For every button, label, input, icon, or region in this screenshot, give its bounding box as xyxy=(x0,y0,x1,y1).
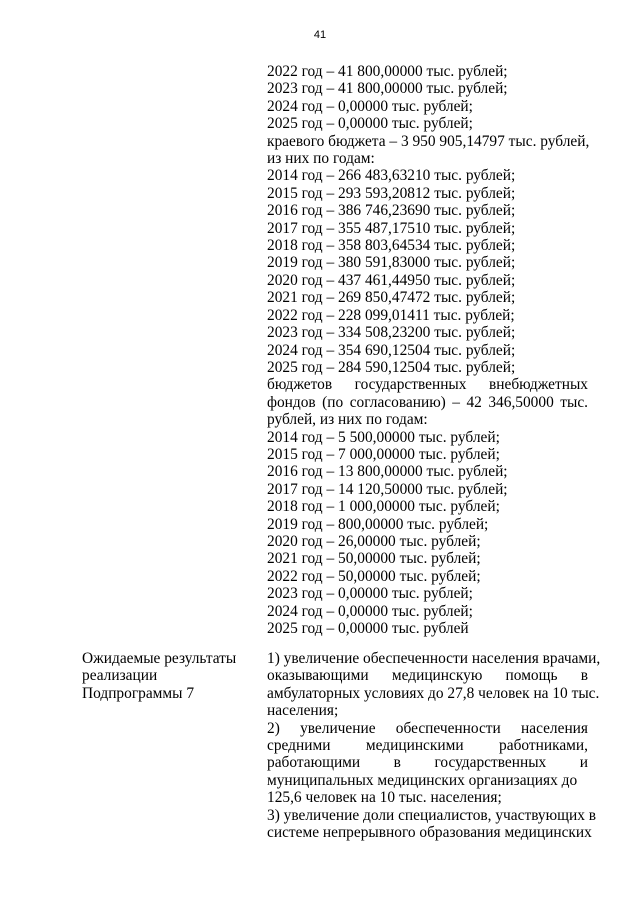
result-2-line-3: работающими в государственных и xyxy=(267,754,588,772)
regional-year-2019: 2019 год – 380 591,83000 тыс. рублей; xyxy=(267,254,516,272)
offbudget-year-2016: 2016 год – 13 800,00000 тыс. рублей; xyxy=(267,463,508,481)
offbudget-year-2024: 2024 год – 0,00000 тыс. рублей; xyxy=(267,602,473,620)
offbudget-year-2019: 2019 год – 800,00000 тыс. рублей; xyxy=(267,515,489,533)
regional-year-2016: 2016 год – 386 746,23690 тыс. рублей; xyxy=(267,202,516,220)
result-3-line-2: системе непрерывного образования медицинских xyxy=(267,824,592,842)
regional-budget-by-years: из них по годам: xyxy=(267,150,375,168)
offbudget-intro-line-2: фондов (по согласованию) – 42 346,50000 тыс. xyxy=(267,393,588,411)
result-item-3 xyxy=(267,806,597,842)
federal-budget-years-tail xyxy=(267,63,588,133)
offbudget-funds-intro xyxy=(267,376,588,428)
regional-year-2024: 2024 год – 354 690,12504 тыс. рублей; xyxy=(267,341,516,359)
page-number: 41 xyxy=(313,29,327,41)
result-1-line-1: 1) увеличение обеспеченности населения врачами, xyxy=(267,650,601,667)
federal-year-2023: 2023 год – 41 800,00000 тыс. рублей; xyxy=(267,80,508,98)
regional-budget-years xyxy=(267,167,588,376)
offbudget-funds-years xyxy=(267,429,588,638)
federal-year-2024: 2024 год – 0,00000 тыс. рублей; xyxy=(267,97,473,115)
offbudget-year-2018: 2018 год – 1 000,00000 тыс. рублей; xyxy=(267,498,500,516)
federal-year-2025: 2025 год – 0,00000 тыс. рублей; xyxy=(267,115,473,133)
offbudget-year-2017: 2017 год – 14 120,50000 тыс. рублей; xyxy=(267,480,508,498)
result-1-line-3: амбулаторных условиях до 27,8 человек на 10 тыс. xyxy=(267,684,600,702)
regional-year-2020: 2020 год – 437 461,44950 тыс. рублей; xyxy=(267,271,516,289)
result-item-1 xyxy=(267,650,601,720)
expected-results-label xyxy=(82,650,252,702)
offbudget-year-2020: 2020 год – 26,00000 тыс. рублей; xyxy=(267,532,481,550)
result-2-line-2: средними медицинскими работниками, xyxy=(267,737,588,755)
result-2-line-4: муниципальных медицинских организациях до xyxy=(267,771,578,789)
regional-year-2023: 2023 год – 334 508,23200 тыс. рублей; xyxy=(267,324,516,342)
offbudget-year-2021: 2021 год – 50,00000 тыс. рублей; xyxy=(267,550,481,568)
regional-year-2017: 2017 год – 355 487,17510 тыс. рублей; xyxy=(267,219,516,237)
regional-budget-intro xyxy=(267,133,588,168)
offbudget-year-2015: 2015 год – 7 000,00000 тыс. рублей; xyxy=(267,445,500,463)
result-1-line-2: оказывающими медицинскую помощь в xyxy=(267,667,588,685)
result-item-2 xyxy=(267,720,588,807)
regional-budget-total: краевого бюджета – 3 950 905,14797 тыс. рублей, xyxy=(267,132,590,150)
results-label-line-3: Подпрограммы 7 xyxy=(82,684,195,702)
result-2-line-1: 2) увеличение обеспеченности населения xyxy=(267,719,588,737)
regional-year-2014: 2014 год – 266 483,63210 тыс. рублей; xyxy=(267,167,516,185)
result-3-line-1: 3) увеличение доли специалистов, участвующих в xyxy=(267,806,597,824)
results-label-line-2: реализации xyxy=(82,667,158,685)
expected-results-text xyxy=(267,650,601,842)
offbudget-year-2023: 2023 год – 0,00000 тыс. рублей; xyxy=(267,585,473,603)
funding-sources-text xyxy=(267,63,588,637)
offbudget-intro-line-3: рублей, из них по годам: xyxy=(267,411,428,429)
regional-year-2018: 2018 год – 358 803,64534 тыс. рублей; xyxy=(267,237,516,255)
offbudget-intro-line-1: бюджетов государственных внебюджетных xyxy=(267,376,588,394)
result-2-line-5: 125,6 человек на 10 тыс. населения; xyxy=(267,789,502,807)
regional-year-2021: 2021 год – 269 850,47472 тыс. рублей; xyxy=(267,289,516,307)
offbudget-year-2025: 2025 год – 0,00000 тыс. рублей xyxy=(267,620,469,637)
federal-year-2022: 2022 год – 41 800,00000 тыс. рублей; xyxy=(267,63,508,80)
regional-year-2015: 2015 год – 293 593,20812 тыс. рублей; xyxy=(267,184,516,202)
offbudget-year-2022: 2022 год – 50,00000 тыс. рублей; xyxy=(267,567,481,585)
result-1-line-4: населения; xyxy=(267,702,339,720)
regional-year-2022: 2022 год – 228 099,01411 тыс. рублей; xyxy=(267,306,515,324)
results-label-line-1: Ожидаемые результаты xyxy=(82,650,237,667)
regional-year-2025: 2025 год – 284 590,12504 тыс. рублей; xyxy=(267,358,516,376)
offbudget-year-2014: 2014 год – 5 500,00000 тыс. рублей; xyxy=(267,428,500,446)
